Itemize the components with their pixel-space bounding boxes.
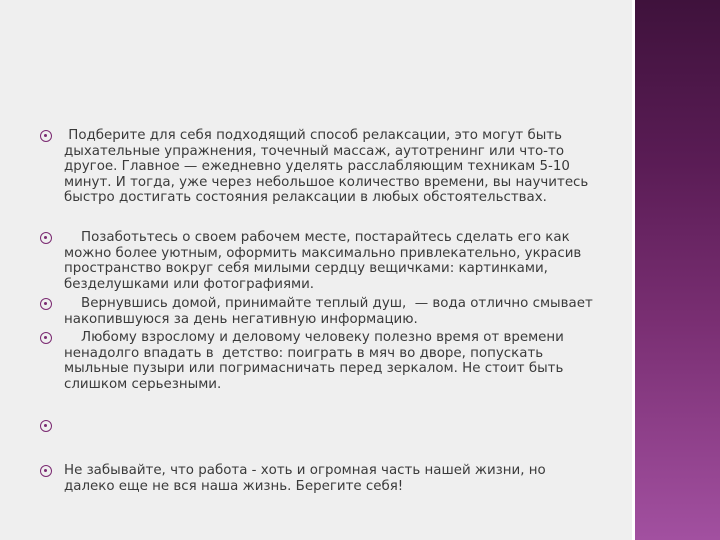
circled-dot-icon (40, 332, 52, 344)
bullet-item-shower (40, 296, 600, 327)
decorative-sidebar (635, 0, 720, 540)
bullet-item-take-care (40, 463, 600, 494)
circled-dot-icon (40, 232, 52, 244)
bullet-item-relaxation (40, 128, 600, 206)
circled-dot-icon (40, 298, 52, 310)
bullet-text: Не забывайте, что работа - хоть и огромная часть нашей жизни, но далеко еще не вся наша жизнь. Берегите себя! (64, 463, 550, 494)
bullet-text: Подберите для себя подходящий способ релаксации, это могут быть дыхательные упражнения, точечный массаж, аутотренинг или что-то другое. Главное — ежедневно уделять расслабляющим техникам 5-10 минут. И тогда, уже через небольшое количество времени, вы научитесь быстро достигать состояния релаксации в любых обстоятельствах. (64, 128, 593, 206)
bullet-text: Вернувшись домой, принимайте теплый душ, — вода отлично смывает накопившуюся за день негативную информацию. (64, 296, 598, 327)
circled-dot-icon (40, 420, 52, 432)
bullet-item-workplace (40, 230, 600, 292)
circled-dot-icon (40, 130, 52, 142)
bullet-item-childhood (40, 330, 600, 392)
bullet-text: Любому взрослому и деловому человеку полезно время от времени ненадолго впадать в детство: поиграть в мяч во дворе, попускать мыльные пузыри или погримасничать перед зеркалом. Не стоит быть слишком серьезными. (64, 330, 569, 392)
circled-dot-icon (40, 465, 52, 477)
bullet-text: Позаботьтесь о своем рабочем месте, постарайтесь сделать его как можно более уютным, оформить максимально привлекательно, украсив пространство вокруг себя милыми сердцу вещичками: картинками, безделушками или фотографиями. (64, 230, 586, 292)
